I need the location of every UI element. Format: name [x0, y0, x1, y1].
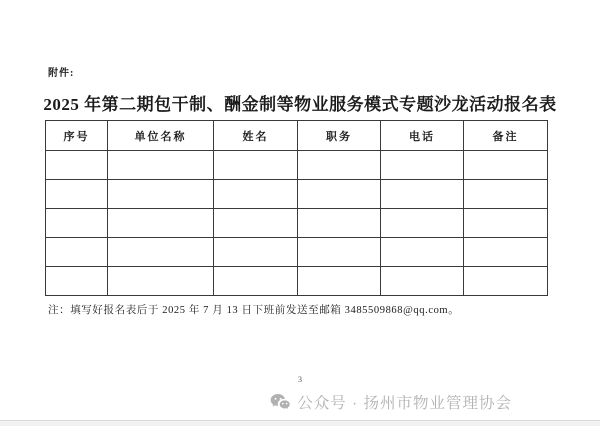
column-header-position: 职务: [298, 121, 381, 151]
table-cell: [46, 238, 108, 267]
table-row: [46, 209, 548, 238]
table-cell: [298, 238, 381, 267]
column-header-phone: 电话: [381, 121, 464, 151]
table-cell: [464, 151, 548, 180]
table-row: [46, 238, 548, 267]
attachment-label: 附件:: [48, 68, 75, 79]
column-header-serial: 序号: [46, 121, 108, 151]
table-cell: [46, 151, 108, 180]
table-cell: [381, 267, 464, 296]
column-header-name: 姓名: [214, 121, 298, 151]
table-cell: [464, 180, 548, 209]
table-row: [46, 151, 548, 180]
table-cell: [464, 209, 548, 238]
registration-table: [45, 120, 548, 296]
wechat-account-footer: [270, 391, 512, 413]
table-row: [46, 267, 548, 296]
table-cell: [214, 180, 298, 209]
bottom-divider-strip: [0, 420, 600, 426]
column-header-remarks: 备注: [464, 121, 548, 151]
table-cell: [381, 238, 464, 267]
table-cell: [298, 180, 381, 209]
table-cell: [108, 267, 214, 296]
page-number: 3: [298, 375, 302, 384]
wechat-icon: [270, 393, 291, 412]
table-cell: [464, 267, 548, 296]
table-cell: [381, 151, 464, 180]
page-title: 2025 年第二期包干制、酬金制等物业服务模式专题沙龙活动报名表: [43, 95, 557, 114]
wechat-account-label: 公众号 · 扬州市物业管理协会: [297, 395, 512, 412]
table-cell: [214, 267, 298, 296]
table-cell: [464, 238, 548, 267]
table-cell: [214, 209, 298, 238]
table-cell: [381, 180, 464, 209]
table-body: [46, 151, 548, 296]
table-cell: [298, 209, 381, 238]
table-cell: [108, 238, 214, 267]
table-cell: [46, 180, 108, 209]
table-cell: [46, 267, 108, 296]
table-cell: [108, 151, 214, 180]
column-header-unit-name: 单位名称: [108, 121, 214, 151]
table-header-row: [46, 121, 548, 151]
table-row: [46, 180, 548, 209]
table-cell: [214, 151, 298, 180]
table-cell: [381, 209, 464, 238]
note-text: 注：填写好报名表后于 2025 年 7 月 13 日下班前发送至邮箱 3485509868@qq.com。: [48, 305, 460, 316]
table-cell: [298, 267, 381, 296]
table-cell: [298, 151, 381, 180]
table-cell: [108, 209, 214, 238]
table-cell: [46, 209, 108, 238]
table-cell: [108, 180, 214, 209]
table-cell: [214, 238, 298, 267]
